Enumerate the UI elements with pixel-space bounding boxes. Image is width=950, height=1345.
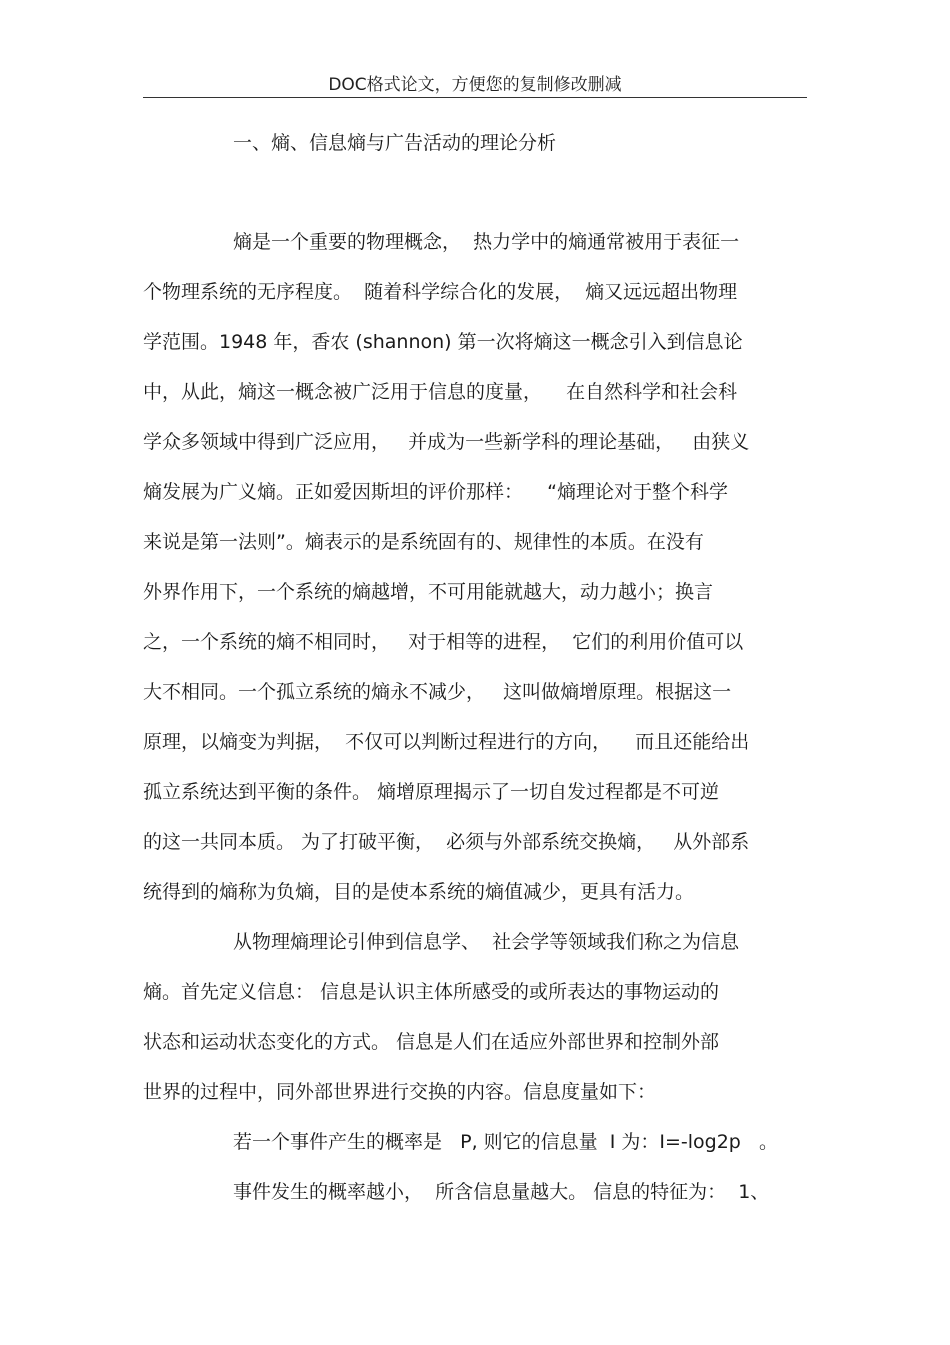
text-line: 世界的过程中，同外部世界进行交换的内容。信息度量如下： — [143, 1081, 657, 1103]
text-line: 学众多领域中得到广泛应用， 并成为一些新学科的理论基础， 由狭义 — [143, 431, 750, 453]
text-line: 状态和运动状态变化的方式。 信息是人们在适应外部世界和控制外部 — [143, 1031, 720, 1053]
text-line: 大不相同。一个孤立系统的熵永不减少， 这叫做熵增原理。根据这一 — [143, 681, 732, 703]
text-line: 统得到的熵称为负熵，目的是使本系统的熵值减少，更具有活力。 — [143, 881, 695, 903]
text-line: 个物理系统的无序程度。 随着科学综合化的发展， 熵又远远超出物理 — [143, 281, 738, 303]
text-line: 中，从此，熵这一概念被广泛用于信息的度量， 在自然科学和社会科 — [143, 381, 738, 403]
section-title: 一、熵、信息熵与广告活动的理论分析 — [233, 132, 557, 154]
text-line: 来说是第一法则”。熵表示的是系统固有的、规律性的本质。在没有 — [143, 531, 704, 553]
text-line: 熵发展为广义熵。正如爱因斯坦的评价那样： “熵理论对于整个科学 — [143, 481, 729, 503]
text-line: 原理，以熵变为判据， 不仅可以判断过程进行的方向， 而且还能给出 — [143, 731, 750, 753]
text-line: 熵。首先定义信息： 信息是认识主体所感受的或所表达的事物运动的 — [143, 981, 720, 1003]
text-line: 外界作用下，一个系统的熵越增，不可用能就越大，动力越小；换言 — [143, 581, 714, 603]
text-line: 从物理熵理论引伸到信息学、 社会学等领域我们称之为信息 — [233, 931, 740, 953]
text-line: 的这一共同本质。 为了打破平衡， 必须与外部系统交换熵， 从外部系 — [143, 831, 750, 853]
page-header: DOC格式论文，方便您的复制修改删减 — [328, 75, 622, 95]
text-line: 若一个事件产生的概率是 P, 则它的信息量 I 为：I=-log2p 。 — [233, 1131, 778, 1153]
header-divider — [143, 97, 807, 98]
text-line: 事件发生的概率越小， 所含信息量越大。 信息的特征为： 1、 — [233, 1181, 770, 1203]
text-line: 之，一个系统的熵不相同时， 对于相等的进程， 它们的利用价值可以 — [143, 631, 744, 653]
text-line: 学范围。1948 年，香农 (shannon) 第一次将熵这一概念引入到信息论 — [143, 331, 743, 353]
text-line: 孤立系统达到平衡的条件。 熵增原理揭示了一切自发过程都是不可逆 — [143, 781, 720, 803]
text-line: 熵是一个重要的物理概念， 热力学中的熵通常被用于表征一 — [233, 231, 740, 253]
body-text — [143, 224, 807, 1224]
